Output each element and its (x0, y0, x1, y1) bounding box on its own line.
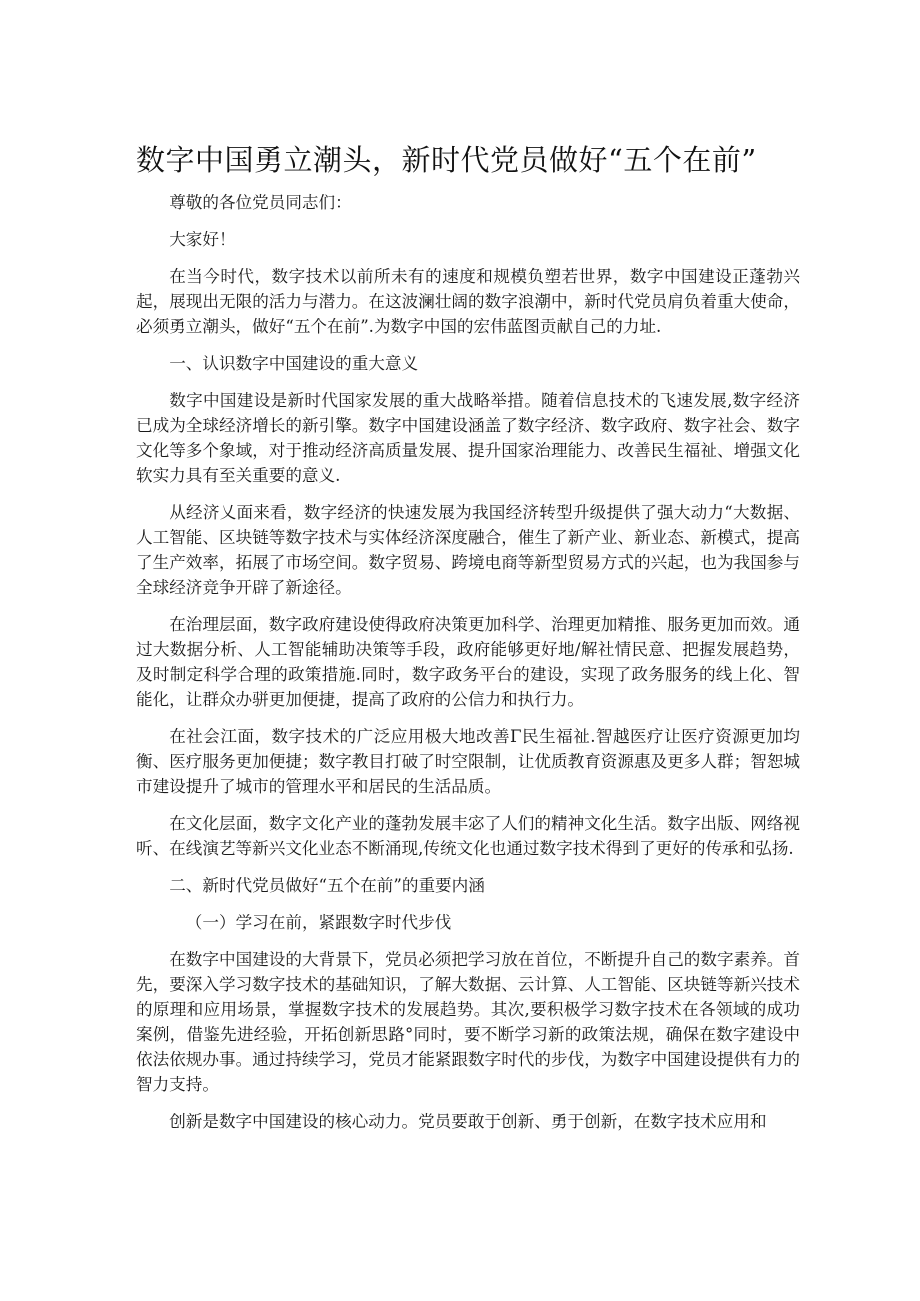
document-title: 数字中国勇立潮头，新时代党员做好“五个在前” (136, 143, 757, 177)
subsection-heading-1: （一）学习在前，紧跟数字时代步伐 (185, 913, 452, 932)
document-body (136, 190, 800, 1146)
body-paragraph: 数字中国建设是新时代国家发展的重大战略举措。随着信息技术的飞速发展,数字经济已成为全球经济增长的新引擎。数字中国建设涵盖了数字经济、数字政府、数字社会、数字文化等多个象域，对于推动经济高质量发展、提升国家治理能力、改善民生福祉、增强文化软实力具有至关重要的意义. (136, 391, 800, 485)
salutation: 尊敬的各位党员同志们： (169, 193, 352, 212)
greeting: 大家好！ (169, 230, 236, 249)
intro-paragraph: 在当今时代，数字技术以前所未有的速度和规模负塑若世界，数字中国建设正蓬勃兴起，展现出无限的活力与潜力。在这波澜壮阔的数字浪潮中，新时代党员肩负着重大使命，必须勇立潮头，做好“五个在前”.为数字中国的宏伟蓝图贡献自己的力址. (136, 267, 800, 336)
body-paragraph: 在数字中国建设的大背景下，党员必须把学习放在首位，不断提升自己的数字素养。首先，要深入学习数字技术的基础知识，了解大数据、云计算、人工智能、区块链等新兴技术的原理和应用场景，掌握数字技术的发展趋势。其次,要积极学习数字技术在各领域的成功案例，借鉴先进经验，开拓创新思路°同时，要不断学习新的政策法规，确保在数字建设中依法依规办事。通过持续学习，党员才能紧跟数字时代的步伐，为数字中国建设提供有力的智力支持。 (136, 950, 800, 1094)
section-heading-1: 一、认识数字中国建设的重大意义 (169, 354, 419, 373)
body-paragraph: 从经济乂面来看，数字经济的快速发展为我国经济转型升级提供了强大动力“大数据、人工智能、区块链等数字技术与实体经济深度融合，催生了新产业、新业态、新模式，提高了生产效率，拓展了市场空间。数字贸易、跨境电商等新型贸易方式的兴起，也为我国参与全球经济竞争开辟了新途径。 (136, 503, 800, 597)
body-paragraph: 在治理层面，数字政府建设使得政府决策更加科学、治理更加精推、服务更加而效。通过大数据分析、人工智能辅助决策等手段，政府能够更好地/解社情民意、把握发展趋势，及时制定科学合理的政策措施.同时，数字政务平台的建设，实现了政务服务的线上化、智能化，让群众办骈更加便捷，提高了政府的公信力和执行力。 (136, 615, 800, 709)
section-heading-2: 二、新时代党员做好“五个在前”的重要内涵 (169, 876, 485, 895)
body-paragraph: 在社会江面，数字技术的广泛应用极大地改善Γ民生福祉.智越医疗让医疗资源更加均衡、医疗服务更加便捷；数字教目打破了时空限制，让优质教育资源惠及更多人群；智恕城市建设提升了城市的管理水平和居民的生活品质。 (136, 727, 800, 796)
body-paragraph-truncated: 创新是数字中国建设的核心动力。党员要敢于创新、勇于创新，在数字技术应用和 (169, 1112, 767, 1131)
body-paragraph: 在文化层面，数字文化产业的蓬勃发展丰宓了人们的精神文化生活。数字出版、网络视听、在线演艺等新兴文化业态不断涌现,传统文化也通过数字技术得到了更好的传承和弘扬. (136, 814, 800, 858)
